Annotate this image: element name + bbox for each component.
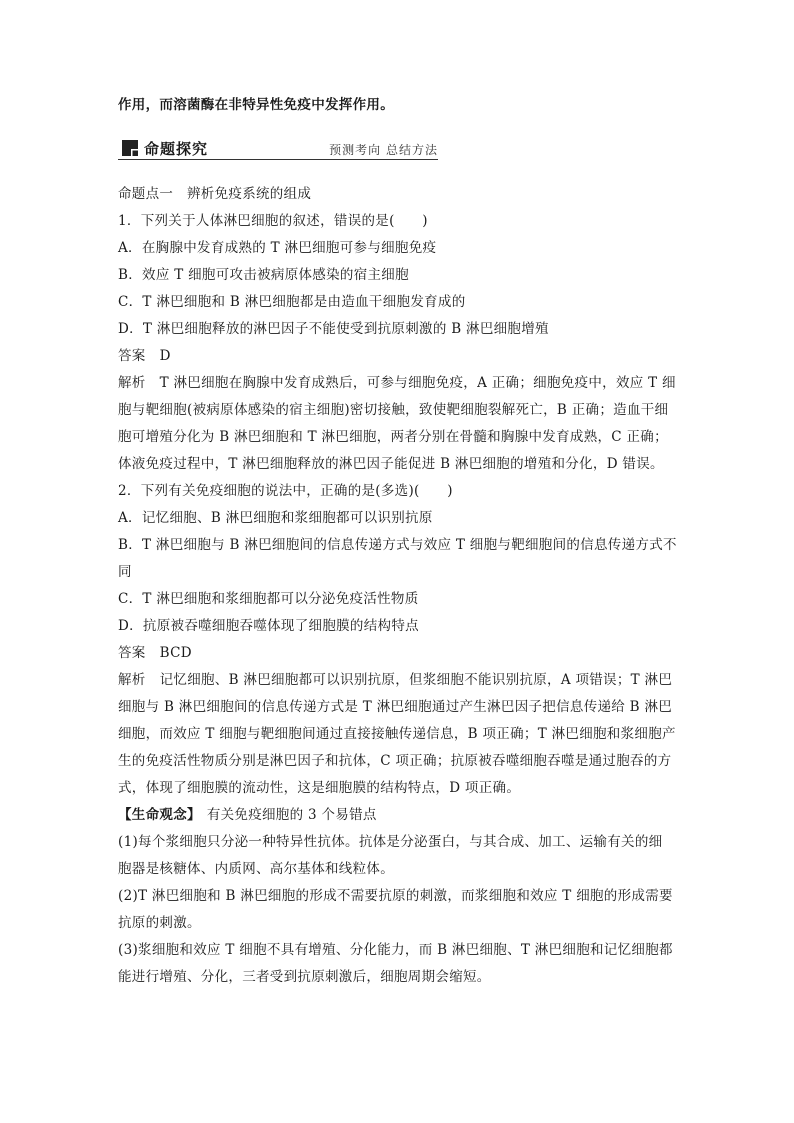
note-heading [118,805,678,825]
section-square-icon [122,140,138,156]
q2-analysis-label: 解析 [118,672,146,688]
q2-option-b-line-2: 同 [118,564,132,580]
q1-answer-label: 答案 [118,348,146,364]
q2-stem: 2．下列有关免疫细胞的说法中，正确的是(多选)( ) [118,483,453,499]
section-rule [118,159,438,160]
q1-analysis-label: 解析 [118,375,146,391]
q2-analysis-line-2: 细胞与 B 淋巴细胞间的信息传递方式是 T 淋巴细胞通过产生淋巴因子把信息传递给 B 淋巴 [118,699,673,715]
section-title: 命题探究 [144,140,209,158]
q1-analysis-line-3: 胞可增殖分化为 B 淋巴细胞和 T 淋巴细胞，两者分别在骨髓和胸腺中发育成熟，C 正确； [118,429,668,445]
q2-option-c: C．T 淋巴细胞和浆细胞都可以分泌免疫活性物质 [118,591,419,607]
note-label: 【生命观念】 [118,807,201,823]
topic-heading: 命题点一 辨析免疫系统的组成 [118,186,312,202]
continued-text: 作用，而溶菌酶在非特异性免疫中发挥作用。 [118,97,394,113]
q1-option-b: B．效应 T 细胞可攻击被病原体感染的宿主细胞 [118,267,409,283]
note-line-6: 能进行增殖、分化，三者受到抗原刺激后，细胞周期会缩短。 [118,969,491,985]
q1-stem: 1．下列关于人体淋巴细胞的叙述，错误的是( ) [118,213,428,229]
note-line-1: (1)每个浆细胞只分泌一种特异性抗体。抗体是分泌蛋白，与其合成、加工、运输有关的细 [118,834,663,850]
note-line-2: 胞器是核糖体、内质网、高尔基体和线粒体。 [118,861,394,877]
q1-analysis-line-4: 体液免疫过程中，T 淋巴细胞释放的淋巴因子能促进 B 淋巴细胞的增殖和分化，D 错误。 [118,456,664,472]
section-header [118,136,438,162]
q2-option-d: D．抗原被吞噬细胞吞噬体现了细胞膜的结构特点 [118,618,419,634]
q2-analysis-line-1: 解析 记忆细胞、B 淋巴细胞都可以识别抗原，但浆细胞不能识别抗原，A 项错误；T 淋巴 [118,672,673,688]
note-line-5: (3)浆细胞和效应 T 细胞不具有增殖、分化能力，而 B 淋巴细胞、T 淋巴细胞和记忆细胞都 [118,942,673,958]
q2-option-a: A．记忆细胞、B 淋巴细胞和浆细胞都可以识别抗原 [118,510,433,526]
q1-option-c: C．T 淋巴细胞和 B 淋巴细胞都是由造血干细胞发育成的 [118,294,466,310]
q1-analysis-line-2: 胞与靶细胞(被病原体感染的宿主细胞)密切接触，致使靶细胞裂解死亡，B 正确；造血干细 [118,402,669,418]
note-title: 有关免疫细胞的 3 个易错点 [206,807,377,823]
q2-analysis-line-4: 生的免疫活性物质分别是淋巴因子和抗体，C 项正确；抗原被吞噬细胞吞噬是通过胞吞的方 [118,753,672,769]
q2-analysis-line-5: 式，体现了细胞膜的流动性，这是细胞膜的结构特点，D 项正确。 [118,780,521,796]
q1-option-a: A．在胸腺中发育成熟的 T 淋巴细胞可参与细胞免疫 [118,240,437,256]
q2-option-b-line-1: B．T 淋巴细胞与 B 淋巴细胞间的信息传递方式与效应 T 细胞与靶细胞间的信息传递方式不 [118,537,677,553]
note-line-4: 抗原的刺激。 [118,915,201,931]
q2-answer-label: 答案 [118,645,146,661]
q1-answer [118,346,678,366]
note-line-3: (2)T 淋巴细胞和 B 淋巴细胞的形成不需要抗原的刺激，而浆细胞和效应 T 细胞的形成需要 [118,888,673,904]
q2-answer-value: BCD [159,645,192,661]
q1-answer-value: D [159,348,171,364]
q2-answer [118,643,678,663]
section-subtitle: 预测考向 总结方法 [329,143,438,157]
q1-option-d: D．T 淋巴细胞释放的淋巴因子不能使受到抗原刺激的 B 淋巴细胞增殖 [118,321,549,337]
q1-analysis-line-1: 解析 T 淋巴细胞在胸腺中发育成熟后，可参与细胞免疫，A 正确；细胞免疫中，效应 T 细 [118,375,676,391]
q2-analysis-line-3: 细胞，而效应 T 细胞与靶细胞间通过直接接触传递信息，B 项正确；T 淋巴细胞和浆细胞产 [118,726,676,742]
